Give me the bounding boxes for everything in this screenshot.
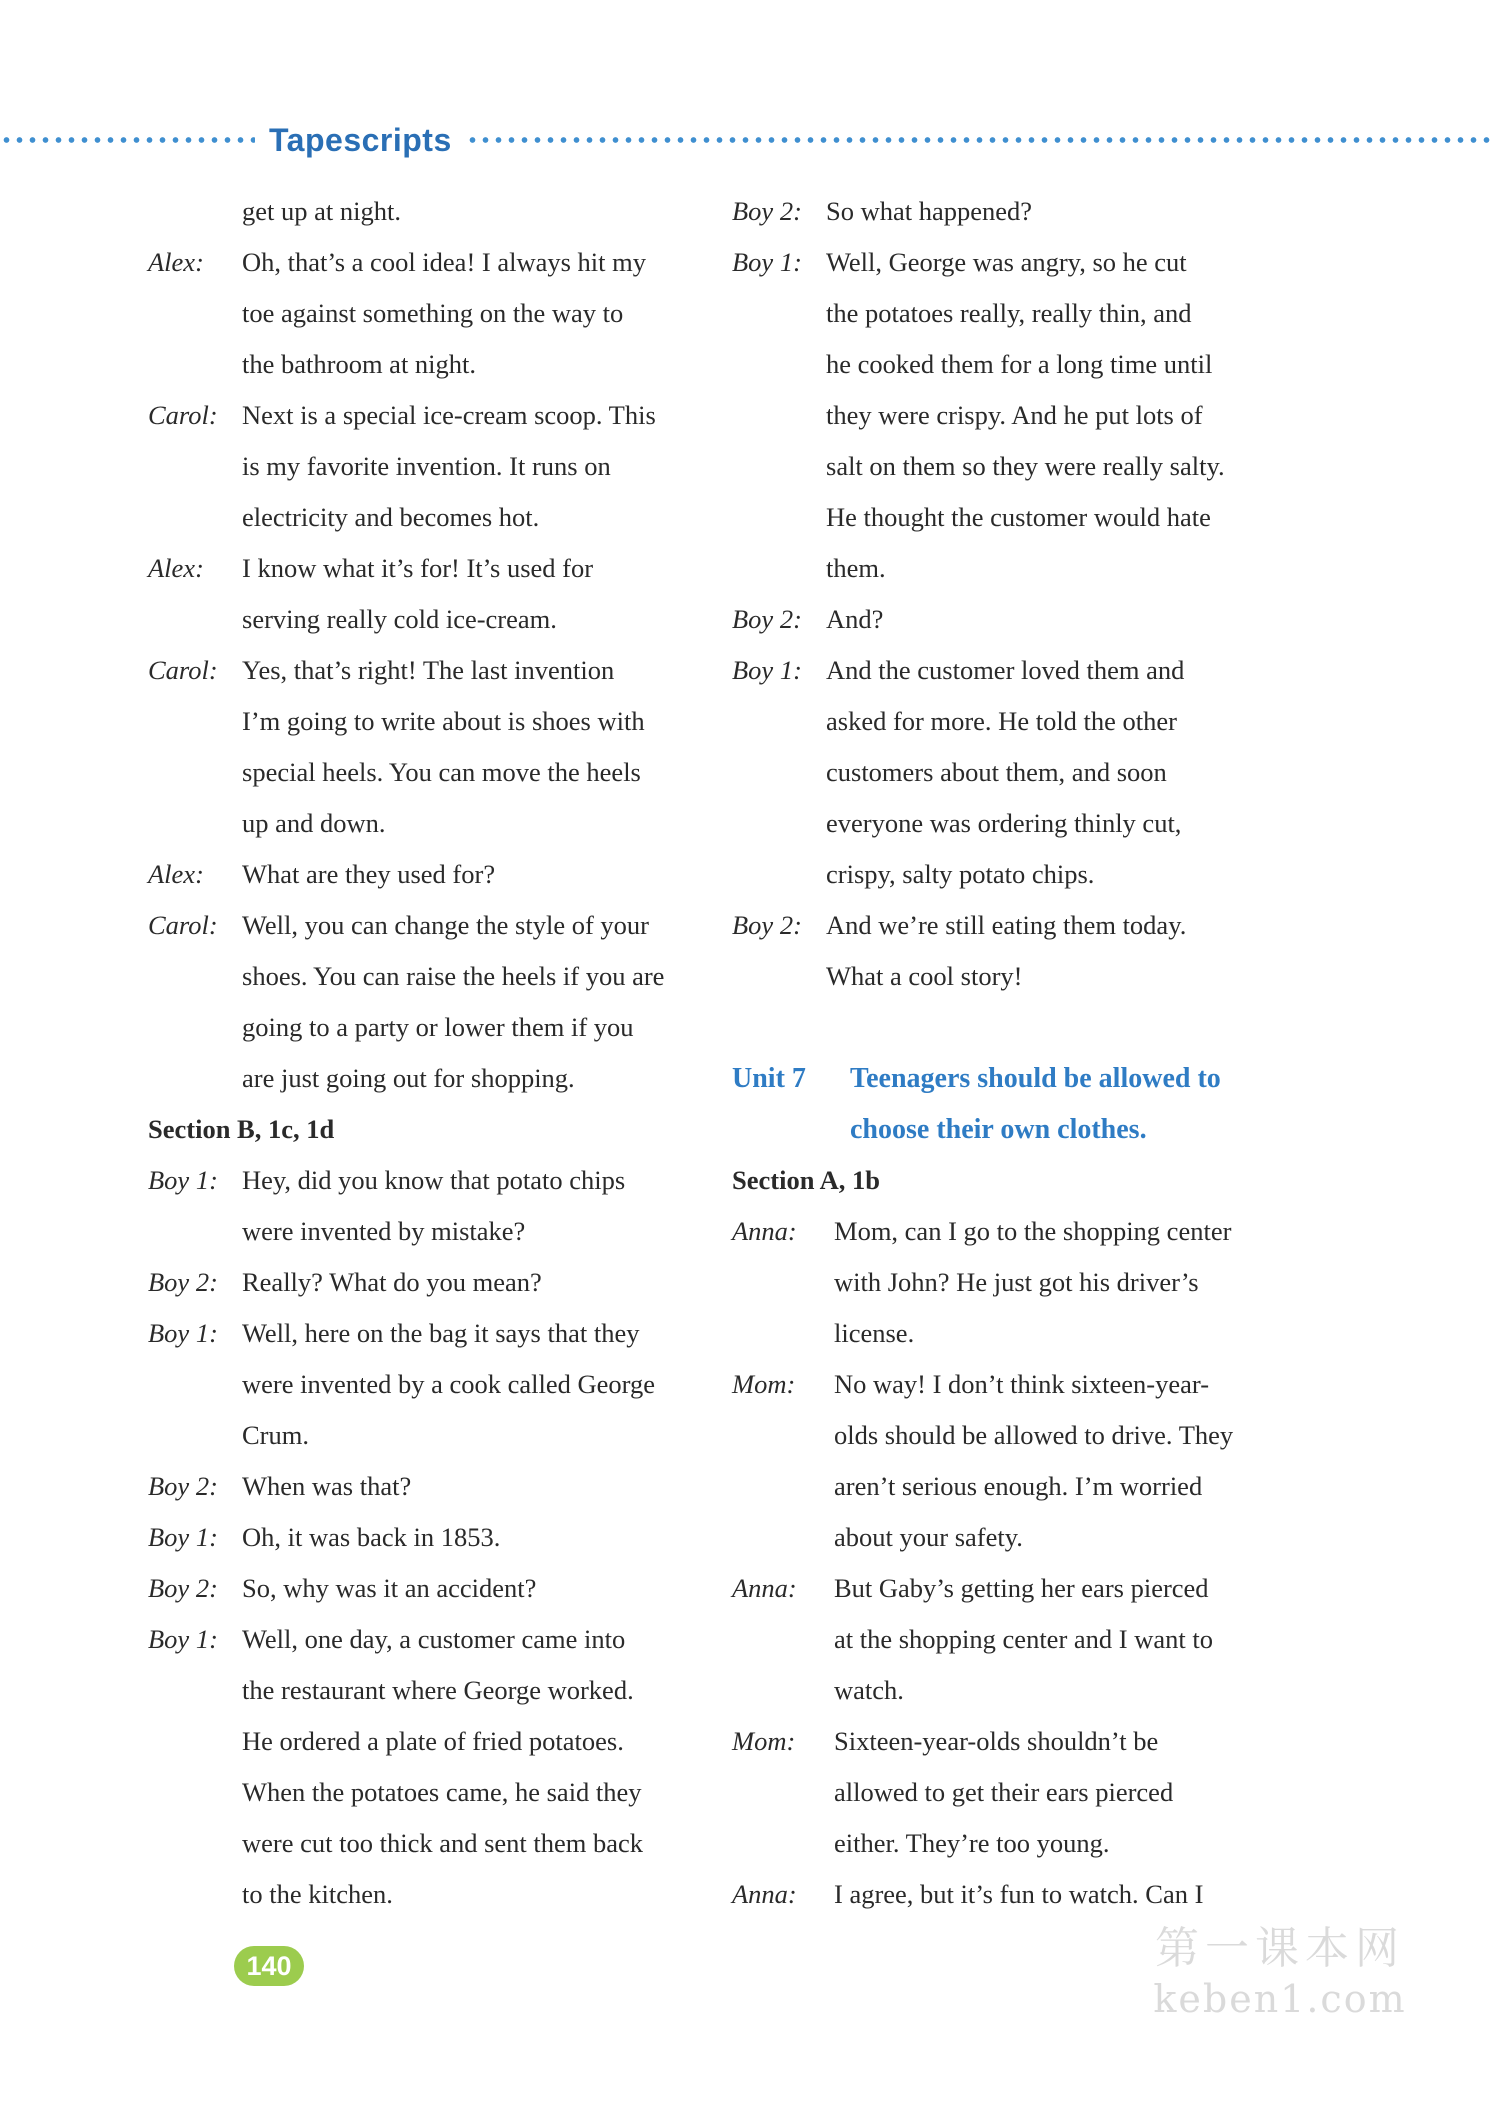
dialogue-text: going to a party or lower them if you xyxy=(242,1012,634,1042)
dialogue-line xyxy=(732,1308,1292,1359)
dialogue-text: I’m going to write about is shoes with xyxy=(242,706,645,736)
dialogue-line xyxy=(148,747,688,798)
speaker-label: Boy 1: xyxy=(148,1624,218,1654)
spacer xyxy=(732,1002,1292,1053)
dialogue-line xyxy=(148,1308,688,1359)
dialogue-text: either. They’re too young. xyxy=(834,1828,1110,1858)
dialogue-text: the restaurant where George worked. xyxy=(242,1675,634,1705)
dialogue-text: What a cool story! xyxy=(826,961,1023,991)
dialogue-line xyxy=(732,1665,1292,1716)
dialogue-line xyxy=(148,1155,688,1206)
dialogue-line xyxy=(148,543,688,594)
dialogue-line xyxy=(732,492,1292,543)
dialogue-text: When was that? xyxy=(242,1471,412,1501)
dialogue-line xyxy=(732,1512,1292,1563)
dialogue-text: What are they used for? xyxy=(242,859,496,889)
speaker-label: Alex: xyxy=(148,553,204,583)
dialogue-line xyxy=(148,798,688,849)
watermark-line-2: keben1.com xyxy=(1153,1977,1407,2021)
dialogue-text: No way! I don’t think sixteen-year- xyxy=(834,1369,1210,1399)
header-dots-left xyxy=(0,136,255,144)
dialogue-text: customers about them, and soon xyxy=(826,757,1167,787)
dialogue-line xyxy=(148,1359,688,1410)
dialogue-line xyxy=(148,1257,688,1308)
dialogue-line xyxy=(148,1206,688,1257)
dialogue-line xyxy=(148,1410,688,1461)
dialogue-text: So what happened? xyxy=(826,196,1033,226)
speaker-label: Boy 2: xyxy=(732,910,802,940)
dialogue-line xyxy=(732,1716,1292,1767)
dialogue-line xyxy=(148,1512,688,1563)
dialogue-text: shoes. You can raise the heels if you are xyxy=(242,961,665,991)
page-header xyxy=(0,120,1507,160)
dialogue-line xyxy=(732,798,1292,849)
unit-title: Teenagers should be allowed to xyxy=(850,1063,1221,1094)
page-number-badge: 140 xyxy=(234,1946,304,1986)
speaker-label: Anna: xyxy=(732,1216,797,1246)
dialogue-line xyxy=(732,441,1292,492)
dialogue-text: electricity and becomes hot. xyxy=(242,502,540,532)
dialogue-line xyxy=(148,1665,688,1716)
dialogue-line xyxy=(148,186,688,237)
dialogue-line xyxy=(148,390,688,441)
speaker-label: Boy 2: xyxy=(732,196,802,226)
dialogue-line xyxy=(732,1614,1292,1665)
speaker-label: Carol: xyxy=(148,910,218,940)
speaker-label: Boy 1: xyxy=(148,1165,218,1195)
dialogue-text: olds should be allowed to drive. They xyxy=(834,1420,1234,1450)
dialogue-line xyxy=(732,1206,1292,1257)
dialogue-text: at the shopping center and I want to xyxy=(834,1624,1213,1654)
dialogue-line xyxy=(732,747,1292,798)
dialogue-line xyxy=(732,900,1292,951)
header-title: Tapescripts xyxy=(269,121,452,158)
dialogue-line xyxy=(148,492,688,543)
dialogue-text: He ordered a plate of fried potatoes. xyxy=(242,1726,624,1756)
speaker-label: Anna: xyxy=(732,1573,797,1603)
speaker-label: Boy 2: xyxy=(148,1573,218,1603)
dialogue-line xyxy=(148,1461,688,1512)
dialogue-text: they were crispy. And he put lots of xyxy=(826,400,1203,430)
dialogue-text: I agree, but it’s fun to watch. Can I xyxy=(834,1879,1204,1909)
dialogue-text: license. xyxy=(834,1318,915,1348)
speaker-label: Mom: xyxy=(732,1369,796,1399)
dialogue-text: get up at night. xyxy=(242,196,401,226)
dialogue-text: about your safety. xyxy=(834,1522,1023,1552)
dialogue-line xyxy=(732,1461,1292,1512)
unit-heading xyxy=(732,1053,1292,1104)
dialogue-line xyxy=(732,696,1292,747)
dialogue-line xyxy=(732,645,1292,696)
dialogue-text: were invented by a cook called George xyxy=(242,1369,656,1399)
dialogue-line xyxy=(732,1410,1292,1461)
dialogue-text: with John? He just got his driver’s xyxy=(834,1267,1199,1297)
dialogue-text: Hey, did you know that potato chips xyxy=(242,1165,626,1195)
right-column xyxy=(732,186,1292,1920)
dialogue-text: salt on them so they were really salty. xyxy=(826,451,1225,481)
dialogue-text: crispy, salty potato chips. xyxy=(826,859,1095,889)
dialogue-line xyxy=(148,288,688,339)
dialogue-text: Oh, that’s a cool idea! I always hit my xyxy=(242,247,647,277)
speaker-label: Carol: xyxy=(148,655,218,685)
dialogue-line xyxy=(732,1818,1292,1869)
dialogue-text: And? xyxy=(826,604,884,634)
dialogue-line xyxy=(732,390,1292,441)
dialogue-text: asked for more. He told the other xyxy=(826,706,1178,736)
dialogue-line xyxy=(732,849,1292,900)
dialogue-text: to the kitchen. xyxy=(242,1879,393,1909)
speaker-label: Boy 1: xyxy=(732,247,802,277)
dialogue-line xyxy=(148,645,688,696)
dialogue-text: aren’t serious enough. I’m worried xyxy=(834,1471,1203,1501)
dialogue-line xyxy=(732,543,1292,594)
section-heading: Section A, 1b xyxy=(732,1165,880,1195)
dialogue-text: Mom, can I go to the shopping center xyxy=(834,1216,1232,1246)
dialogue-text: Sixteen-year-olds shouldn’t be xyxy=(834,1726,1159,1756)
dialogue-text: were invented by mistake? xyxy=(242,1216,526,1246)
speaker-label: Alex: xyxy=(148,247,204,277)
dialogue-text: I know what it’s for! It’s used for xyxy=(242,553,594,583)
unit-title: choose their own clothes. xyxy=(850,1114,1147,1145)
section-heading: Section B, 1c, 1d xyxy=(148,1114,335,1144)
dialogue-line xyxy=(732,186,1292,237)
dialogue-text: But Gaby’s getting her ears pierced xyxy=(834,1573,1209,1603)
dialogue-line xyxy=(732,288,1292,339)
dialogue-line xyxy=(148,1614,688,1665)
dialogue-line xyxy=(148,951,688,1002)
dialogue-text: serving really cold ice-cream. xyxy=(242,604,557,634)
unit-number: Unit 7 xyxy=(732,1063,806,1094)
speaker-label: Boy 2: xyxy=(148,1267,218,1297)
speaker-label: Alex: xyxy=(148,859,204,889)
dialogue-text: the potatoes really, really thin, and xyxy=(826,298,1192,328)
dialogue-line xyxy=(148,1563,688,1614)
dialogue-text: them. xyxy=(826,553,886,583)
dialogue-text: is my favorite invention. It runs on xyxy=(242,451,611,481)
dialogue-text: Well, one day, a customer came into xyxy=(242,1624,626,1654)
dialogue-line xyxy=(732,1869,1292,1920)
dialogue-text: So, why was it an accident? xyxy=(242,1573,537,1603)
speaker-label: Boy 1: xyxy=(148,1318,218,1348)
dialogue-text: were cut too thick and sent them back xyxy=(242,1828,644,1858)
dialogue-line xyxy=(148,1869,688,1920)
dialogue-line xyxy=(148,594,688,645)
dialogue-line xyxy=(732,1563,1292,1614)
dialogue-text: watch. xyxy=(834,1675,904,1705)
dialogue-text: he cooked them for a long time until xyxy=(826,349,1213,379)
dialogue-text: everyone was ordering thinly cut, xyxy=(826,808,1182,838)
dialogue-text: Crum. xyxy=(242,1420,309,1450)
dialogue-line xyxy=(732,339,1292,390)
dialogue-text: Yes, that’s right! The last invention xyxy=(242,655,615,685)
dialogue-text: the bathroom at night. xyxy=(242,349,477,379)
speaker-label: Mom: xyxy=(732,1726,796,1756)
dialogue-text: Really? What do you mean? xyxy=(242,1267,542,1297)
dialogue-line xyxy=(148,237,688,288)
watermark xyxy=(1130,1922,1430,2022)
dialogue-text: special heels. You can move the heels xyxy=(242,757,641,787)
speaker-label: Boy 2: xyxy=(732,604,802,634)
speaker-label: Anna: xyxy=(732,1879,797,1909)
dialogue-line xyxy=(732,1767,1292,1818)
dialogue-line xyxy=(148,1818,688,1869)
dialogue-text: are just going out for shopping. xyxy=(242,1063,575,1093)
dialogue-line xyxy=(148,696,688,747)
dialogue-text: allowed to get their ears pierced xyxy=(834,1777,1174,1807)
dialogue-line xyxy=(148,900,688,951)
dialogue-text: When the potatoes came, he said they xyxy=(242,1777,642,1807)
dialogue-text: Next is a special ice-cream scoop. This xyxy=(242,400,656,430)
dialogue-text: Well, here on the bag it says that they xyxy=(242,1318,640,1348)
dialogue-line xyxy=(148,849,688,900)
speaker-label: Boy 1: xyxy=(148,1522,218,1552)
dialogue-text: He thought the customer would hate xyxy=(826,502,1211,532)
dialogue-text: Oh, it was back in 1853. xyxy=(242,1522,501,1552)
dialogue-line xyxy=(148,1767,688,1818)
speaker-label: Carol: xyxy=(148,400,218,430)
header-dots-right xyxy=(466,136,1495,144)
dialogue-line xyxy=(148,339,688,390)
dialogue-line xyxy=(732,951,1292,1002)
dialogue-line xyxy=(732,237,1292,288)
dialogue-text: toe against something on the way to xyxy=(242,298,624,328)
speaker-label: Boy 2: xyxy=(148,1471,218,1501)
dialogue-text: Well, you can change the style of your xyxy=(242,910,650,940)
unit-heading xyxy=(732,1104,1292,1155)
dialogue-line xyxy=(732,594,1292,645)
dialogue-line xyxy=(732,1359,1292,1410)
dialogue-text: up and down. xyxy=(242,808,386,838)
dialogue-text: Well, George was angry, so he cut xyxy=(826,247,1187,277)
speaker-label: Boy 1: xyxy=(732,655,802,685)
dialogue-line xyxy=(148,441,688,492)
watermark-line-1: 第一课本网 xyxy=(1155,1923,1405,1974)
dialogue-line xyxy=(148,1053,688,1104)
dialogue-text: And the customer loved them and xyxy=(826,655,1185,685)
dialogue-line xyxy=(148,1002,688,1053)
dialogue-text: And we’re still eating them today. xyxy=(826,910,1187,940)
dialogue-line xyxy=(732,1257,1292,1308)
left-column xyxy=(148,186,688,1920)
dialogue-line xyxy=(148,1716,688,1767)
